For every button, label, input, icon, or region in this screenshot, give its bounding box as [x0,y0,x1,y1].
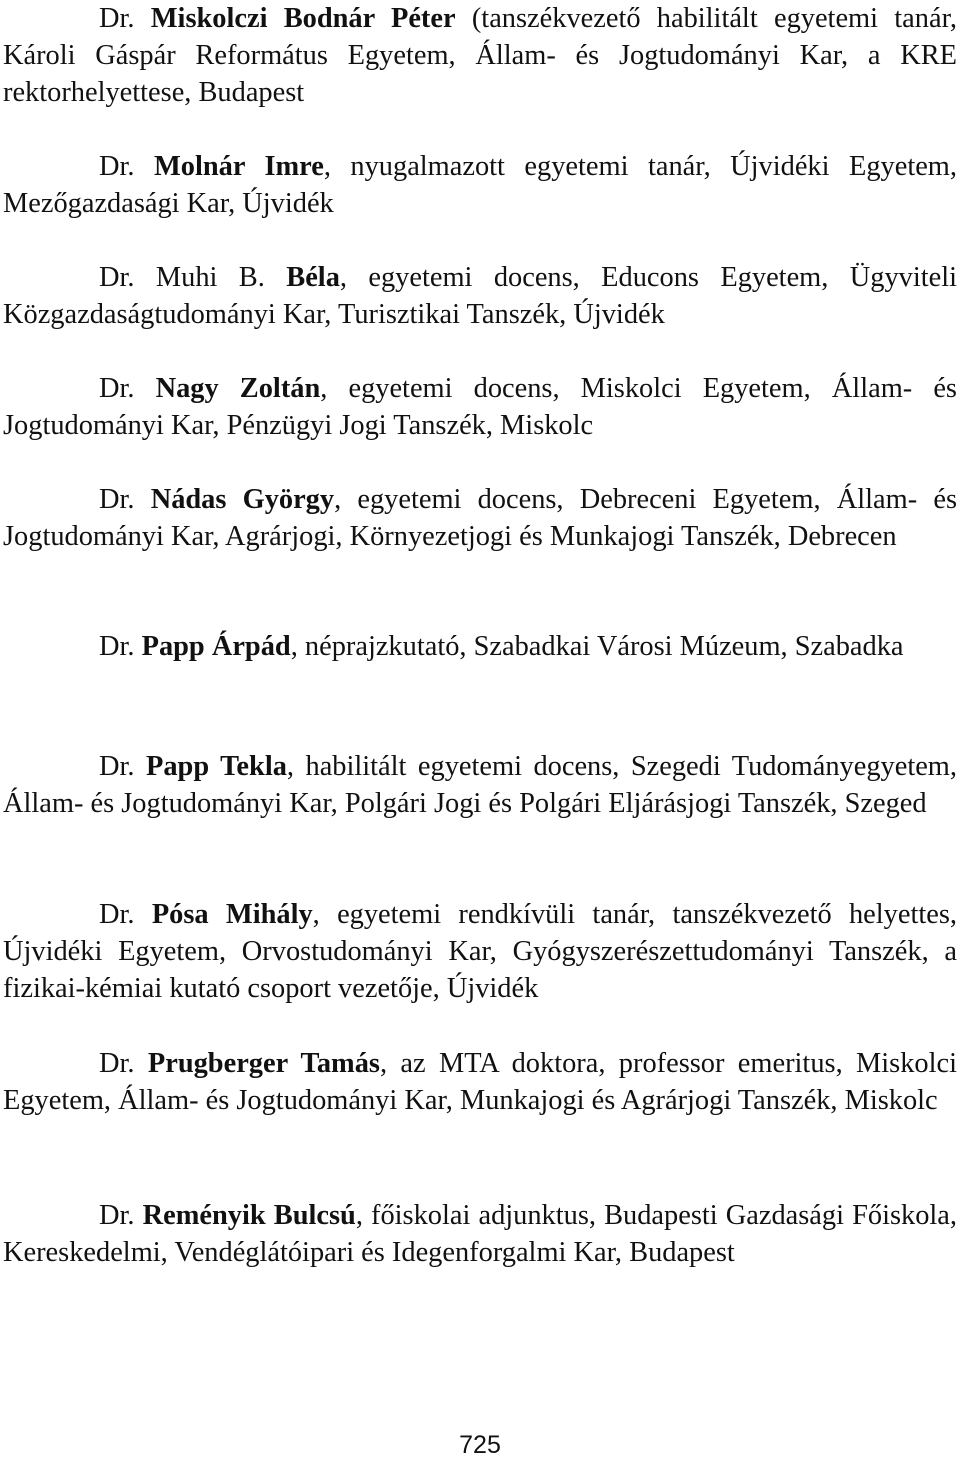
entry-prefix: Dr. [99,373,135,404]
entry-prefix: Dr. [99,899,135,930]
contributor-description: , néprajzkutató, Szabadkai Városi Múzeum, Szabadka [290,631,904,662]
contributor-entry-miskolczi [3,0,957,111]
entry-prefix: Dr. Muhi B. [99,262,265,293]
contributor-name: Miskolczi Bodnár Péter [150,3,456,34]
contributor-name: Reményik Bulcsú [142,1200,356,1231]
contributor-name: Papp Árpád [141,631,291,662]
entry-prefix: Dr. [99,751,135,782]
contributor-entry-nagy [3,370,957,444]
entry-prefix: Dr. [99,484,135,515]
contributor-name: Nádas György [150,484,335,515]
contributor-name: Pósa Mihály [151,899,313,930]
entry-prefix: Dr. [99,1200,135,1231]
contributor-description: (tanszékvezető habilitált egyetemi tanár, Károli Gáspár Református Egyetem, Állam- és Jogtudományi Kar, a KRE rektorhelyettese, Budapest [3,3,957,108]
contributor-description: , főiskolai adjunktus, Budapesti Gazdasági Főiskola, Kereskedelmi, Vendéglátóipari és Idegenforgalmi Kar, Budapest [3,1200,957,1268]
contributor-description: , habilitált egyetemi docens, Szegedi Tudományegyetem, Állam- és Jogtudományi Kar, Polgári Jogi és Polgári Eljárásjogi Tanszék, Szeged [3,751,957,819]
entry-prefix: Dr. [99,151,135,182]
contributor-entry-molnar [3,148,957,222]
entry-prefix: Dr. [99,3,135,34]
contributor-description: , egyetemi docens, Debreceni Egyetem, Állam- és Jogtudományi Kar, Agrárjogi, Környezetjogi és Munkajogi Tanszék, Debrecen [3,484,957,552]
page-number: 725 [459,1431,501,1459]
contributor-entry-nadas [3,481,957,555]
contributor-entry-papp-tekla [3,748,957,822]
contributor-name: Papp Tekla [146,751,287,782]
contributor-entry-muhi [3,259,957,333]
contributor-entry-remenyik [3,1197,957,1271]
contributor-description: , egyetemi rendkívüli tanár, tanszékvezető helyettes, Újvidéki Egyetem, Orvostudományi Kar, Gyógyszerészettudományi Tanszék, a fizikai-kémiai kutató csoport vezetője, Újvidék [3,899,957,1004]
contributor-name: Prugberger Tamás [147,1048,380,1079]
contributor-entry-papp-arpad [3,628,957,665]
contributor-name: Molnár Imre [154,151,324,182]
entry-prefix: Dr. [99,1048,135,1079]
contributor-description: , nyugalmazott egyetemi tanár, Újvidéki Egyetem, Mezőgazdasági Kar, Újvidék [3,151,957,219]
contributor-description: , az MTA doktora, professor emeritus, Miskolci Egyetem, Állam- és Jogtudományi Kar, Munkajogi és Agrárjogi Tanszék, Miskolc [3,1048,957,1116]
contributor-name: Nagy Zoltán [155,373,321,404]
entry-prefix: Dr. [99,631,135,662]
contributor-entry-posa [3,896,957,1007]
contributor-description: , egyetemi docens, Miskolci Egyetem, Állam- és Jogtudományi Kar, Pénzügyi Jogi Tanszék, Miskolc [3,373,957,441]
contributor-name: Béla [286,262,340,293]
contributor-description: , egyetemi docens, Educons Egyetem, Ügyviteli Közgazdaságtudományi Kar, Turisztikai Tanszék, Újvidék [3,262,957,330]
contributor-entry-prugberger [3,1045,957,1119]
